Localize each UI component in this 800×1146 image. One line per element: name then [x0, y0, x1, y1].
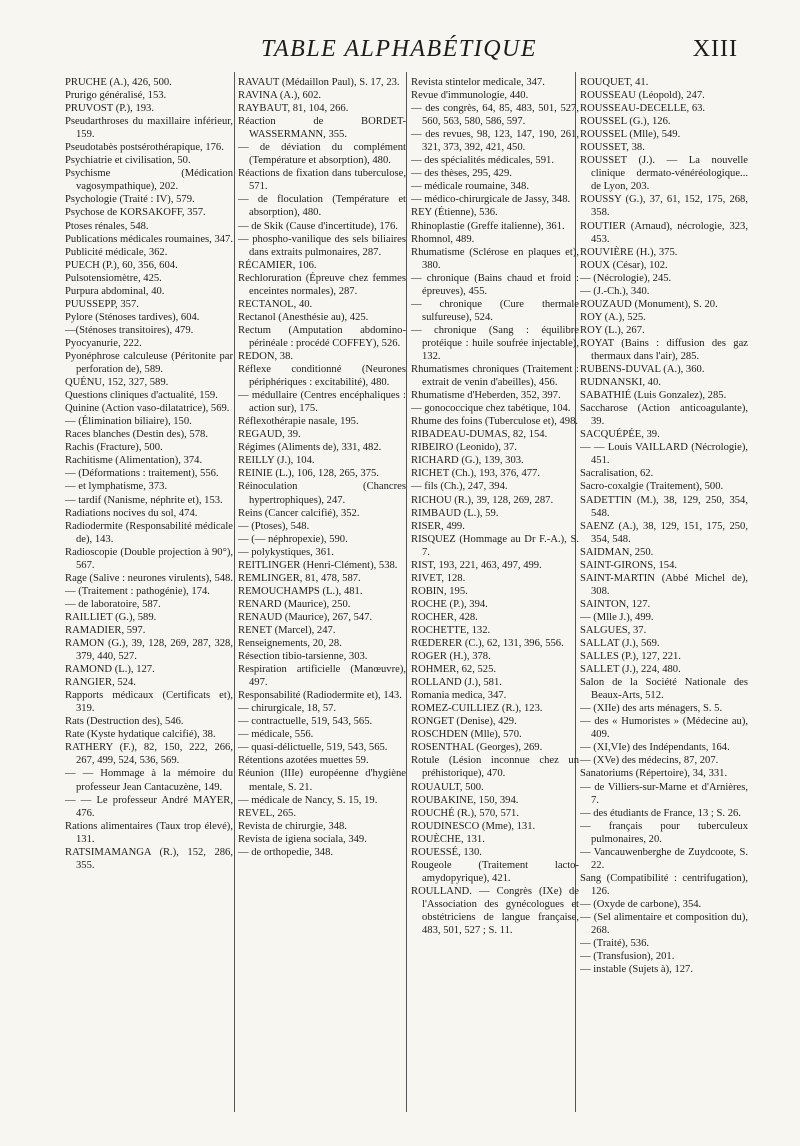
- index-entry: — des congrès, 64, 85, 483, 501, 527, 560, 563, 580, 586, 597.: [411, 103, 579, 128]
- index-entry: REDON, 38.: [238, 350, 294, 362]
- index-entry: — (Sel alimentaire et composition du), 268.: [580, 912, 748, 937]
- index-entry: Quinine (Action vaso-dilatatrice), 569.: [65, 403, 230, 415]
- index-entry: REITLINGER (Henri-Clément), 538.: [238, 559, 398, 571]
- index-entry: — (Mlle J.), 499.: [580, 611, 654, 623]
- index-entry: — quasi-délictuelle, 519, 543, 565.: [238, 742, 388, 754]
- index-entry: — de déviation du complément (Température et absorption), 480.: [238, 142, 406, 167]
- index-entry: Réflexothérapie nasale, 195.: [238, 416, 359, 428]
- index-entry: RIBEIRO (Leonido), 37.: [411, 442, 517, 454]
- index-entry: Pyonéphrose calculeuse (Péritonite par perforation de), 589.: [65, 350, 233, 376]
- index-entry: RIST, 193, 221, 463, 497, 499.: [411, 559, 542, 571]
- index-entry: ROYAT (Bains : diffusion des gaz thermaux dans l'air), 285.: [580, 337, 748, 362]
- column-divider: [406, 72, 407, 1112]
- index-entry: REILLY (J.), 104.: [238, 455, 315, 467]
- index-entry: — (XI,VIe) des Indépendants, 164.: [580, 742, 730, 754]
- index-entry: Réflexe conditionné (Neurones périphériques : excitabilité), 480.: [238, 364, 406, 389]
- index-entry: Pyocyanurie, 222.: [65, 337, 142, 349]
- index-entry: Réunion (IIIe) européenne d'hygiène mentale, S. 21.: [238, 768, 406, 793]
- index-entry: RAILLIET (G.), 589.: [65, 611, 157, 623]
- index-entry: ROUSSEL (Mlle), 549.: [580, 129, 681, 141]
- index-entry: — des « Humoristes » (Médecine au), 409.: [580, 716, 748, 741]
- index-entry: Rhume des foins (Tuberculose et), 498.: [411, 416, 579, 428]
- index-entry: Sang (Compatibilité : centrifugation), 126.: [580, 872, 748, 897]
- index-entry: — français pour tuberculeux pulmonaires, 20.: [580, 820, 748, 845]
- index-entry: Rhumatisme d'Heberden, 352, 397.: [411, 390, 561, 402]
- index-entry: Sacralisation, 62.: [580, 468, 654, 480]
- index-entry: Respiration artificielle (Manœuvre), 497.: [238, 664, 406, 689]
- index-entry: — instable (Sujets à), 127.: [580, 964, 693, 976]
- index-entry: RICHET (Ch.), 193, 376, 477.: [411, 468, 540, 480]
- index-entry: RAVINA (A.), 602.: [238, 90, 322, 102]
- index-entry: — (Traité), 536.: [580, 938, 650, 950]
- index-entry: — (Traitement : pathogénie), 174.: [65, 585, 210, 597]
- index-entry: Réactions de fixation dans tuberculose, 571.: [238, 168, 406, 193]
- index-entry: Rats (Destruction des), 546.: [65, 716, 184, 728]
- index-entry: Rapports médicaux (Certificats et), 319.: [65, 690, 233, 715]
- index-entry: Rectanol (Anesthésie au), 425.: [238, 311, 369, 323]
- index-entry: Radioscopie (Double projection à 90°), 567.: [65, 546, 233, 571]
- index-entry: — des thèses, 295, 429.: [411, 168, 512, 180]
- index-entry: — et lymphatisme, 373.: [65, 481, 168, 493]
- index-entry: RŒDERER (C.), 62, 131, 396, 556.: [411, 638, 564, 650]
- index-entry: RENET (Marcel), 247.: [238, 624, 336, 636]
- index-entry: RÉCAMIER, 106.: [238, 259, 317, 271]
- index-entry: Ptoses rénales, 548.: [65, 220, 149, 232]
- index-entry: Publications médicales roumaines, 347.: [65, 233, 233, 245]
- index-entry: ROLLAND (J.), 581.: [411, 677, 502, 689]
- index-entry: — contractuelle, 519, 543, 565.: [238, 716, 373, 728]
- index-entry: RISER, 499.: [411, 520, 465, 532]
- index-entry: — des revues, 98, 123, 147, 190, 261, 321, 373, 392, 421, 450.: [411, 129, 579, 154]
- index-column-3: [411, 76, 579, 937]
- index-entry: — (Élimination biliaire), 150.: [65, 416, 192, 428]
- index-entry: Rhinoplastie (Greffe italienne), 361.: [411, 220, 565, 232]
- index-entry: SAENZ (A.), 38, 129, 151, 175, 250, 354, 548.: [580, 520, 748, 545]
- index-entry: ROULLAND. — Congrès (IXe) de l'Association des gynécologues et obstétriciens de langue française, 483, 501, 527 ; S. 11.: [411, 885, 579, 937]
- index-entry: Régimes (Aliments de), 331, 482.: [238, 442, 382, 454]
- index-entry: ROHMER, 62, 525.: [411, 664, 497, 676]
- index-entry: RONGET (Denise), 429.: [411, 716, 517, 728]
- index-entry: — Vancauwenberghe de Zuydcoote, S. 22.: [580, 846, 748, 871]
- index-entry: Rectum (Amputation abdomino-périnéale : procédé COFFEY), 526.: [238, 324, 406, 349]
- index-entry: — polykystiques, 361.: [238, 546, 334, 558]
- index-entry: QUÉNU, 152, 327, 589.: [65, 377, 169, 389]
- index-entry: — tardif (Nanisme, néphrite et), 153.: [65, 494, 223, 506]
- index-entry: — de orthopedie, 348.: [238, 846, 334, 858]
- index-entry: — — Le professeur André MAYER, 476.: [65, 794, 233, 819]
- index-entry: — chirurgicale, 18, 57.: [238, 703, 337, 715]
- index-entry: — (Transfusion), 201.: [580, 951, 675, 963]
- index-entry: ROUQUET, 41.: [580, 77, 649, 88]
- index-entry: Revista stintelor medicale, 347.: [411, 77, 545, 88]
- index-entry: ROUÈCHE, 131.: [411, 833, 485, 845]
- index-entry: ROUTIER (Arnaud), nécrologie, 323, 453.: [580, 220, 748, 245]
- index-entry: REINIE (L.), 106, 128, 265, 375.: [238, 468, 379, 480]
- index-entry: ROUDINESCO (Mme), 131.: [411, 820, 536, 832]
- index-entry: Résection tibio-tarsienne, 303.: [238, 651, 368, 663]
- index-entry: Saccharose (Action anticoagulante), 39.: [580, 403, 748, 428]
- index-entry: Reins (Cancer calcifié), 352.: [238, 507, 360, 519]
- index-entry: Psychisme (Médication vagosympathique), 202.: [65, 168, 233, 193]
- index-entry: Rage (Salive : neurones virulents), 548.: [65, 572, 233, 584]
- index-column-2: [238, 76, 406, 859]
- index-entry: RECTANOL, 40.: [238, 298, 313, 310]
- index-entry: ROUSSEAU (Léopold), 247.: [580, 90, 705, 102]
- index-entry: — médicale de Nancy, S. 15, 19.: [238, 794, 378, 806]
- index-entry: Pseudotabès postsérothérapique, 176.: [65, 142, 224, 154]
- index-entry: — (Nécrologie), 245.: [580, 272, 672, 284]
- index-entry: ROUVIÈRE (H.), 375.: [580, 246, 678, 258]
- index-entry: RENARD (Maurice), 250.: [238, 598, 351, 610]
- index-entry: Rhumatismes chroniques (Traitement : extrait de venin d'abeilles), 456.: [411, 364, 579, 389]
- index-entry: ROBIN, 195.: [411, 585, 468, 597]
- index-entry: SACQUÉPÉE, 39.: [580, 429, 660, 441]
- index-entry: — — Hommage à la mémoire du professeur Jean Cantacuzène, 149.: [65, 768, 233, 793]
- index-entry: RIBADEAU-DUMAS, 82, 154.: [411, 429, 548, 441]
- index-entry: Sanatoriums (Répertoire), 34, 331.: [580, 768, 728, 780]
- index-entry: Rougeole (Traitement lacto-amydopyrique), 421.: [411, 859, 579, 884]
- index-entry: Rétentions azotées muettes 59.: [238, 755, 369, 767]
- index-entry: — (Déformations : traitement), 556.: [65, 468, 219, 480]
- index-entry: SADETTIN (M.), 38, 129, 250, 354, 548.: [580, 494, 748, 519]
- index-entry: ROUZAUD (Monument), S. 20.: [580, 298, 718, 310]
- index-entry: — (— néphropexie), 590.: [238, 533, 348, 545]
- index-entry: Romania medica, 347.: [411, 690, 507, 702]
- index-entry: Revista de chirurgie, 348.: [238, 820, 347, 832]
- index-entry: — (J.-Ch.), 340.: [580, 285, 650, 297]
- index-entry: — de Skik (Cause d'incertitude), 176.: [238, 220, 398, 232]
- index-entry: Rate (Kyste hydatique calcifié), 38.: [65, 729, 216, 741]
- index-entry: ROCHER, 428.: [411, 611, 478, 623]
- index-entry: Renseignements, 20, 28.: [238, 638, 342, 650]
- index-entry: ROUSSET, 38.: [580, 142, 645, 154]
- index-column-1: [65, 76, 233, 872]
- index-entry: — de Villiers-sur-Marne et d'Arnières, 7.: [580, 781, 748, 806]
- index-entry: ROSCHDEN (Mlle), 570.: [411, 729, 522, 741]
- index-entry: ROCHE (P.), 394.: [411, 598, 488, 610]
- index-entry: RAMOND (L.), 127.: [65, 664, 155, 676]
- index-entry: PRUVOST (P.), 193.: [65, 103, 154, 115]
- index-entry: SAIDMAN, 250.: [580, 546, 654, 558]
- index-entry: RAMON (G.), 39, 128, 269, 287, 328, 379, 440, 527.: [65, 638, 233, 663]
- index-entry: — phospho-vanilique des sels biliaires dans extraits pulmonaires, 287.: [238, 233, 406, 258]
- index-entry: Races blanches (Destin des), 578.: [65, 429, 208, 441]
- index-entry: ROUSSY (G.), 37, 61, 152, 175, 268, 358.: [580, 194, 748, 219]
- index-entry: — (XVe) des médecins, 87, 207.: [580, 755, 719, 767]
- index-entry: RANGIER, 524.: [65, 677, 136, 689]
- index-entry: RIMBAUD (L.), 59.: [411, 507, 499, 519]
- index-entry: ROUAULT, 500.: [411, 781, 484, 793]
- index-entry: REMLINGER, 81, 478, 587.: [238, 572, 361, 584]
- index-entry: RAVAUT (Médaillon Paul), S. 17, 23.: [238, 77, 400, 88]
- index-entry: SALLET (J.), 224, 480.: [580, 664, 681, 676]
- index-entry: — médicale, 556.: [238, 729, 314, 741]
- index-entry: ROUSSET (J.). — La nouvelle clinique dermato-vénéréologique... de Lyon, 203.: [580, 155, 748, 193]
- index-entry: PUECH (P.), 60, 356, 604.: [65, 259, 178, 271]
- index-entry: — chronique (Bains chaud et froid : épreuves), 455.: [411, 272, 579, 297]
- index-entry: ROY (L.), 267.: [580, 324, 645, 336]
- index-entry: ROUCHÉ (R.), 570, 571.: [411, 807, 519, 819]
- index-entry: Rations alimentaires (Taux trop élevé), 131.: [65, 820, 233, 845]
- index-entry: Pulsotensiomètre, 425.: [65, 272, 162, 284]
- column-divider: [234, 72, 235, 1112]
- index-entry: Radiodermite (Responsabilité médicale de), 143.: [65, 520, 233, 545]
- index-entry: RUDNANSKI, 40.: [580, 377, 661, 389]
- index-entry: RENAUD (Maurice), 267, 547.: [238, 611, 373, 623]
- index-entry: Psychose de KORSAKOFF, 357.: [65, 207, 206, 219]
- index-entry: RATHERY (F.), 82, 150, 222, 266, 267, 499, 524, 536, 569.: [65, 742, 233, 767]
- index-entry: — de floculation (Température et absorption), 480.: [238, 194, 406, 219]
- index-entry: RISQUEZ (Hommage au Dr F.-A.), S. 7.: [411, 533, 579, 558]
- index-column-4: [580, 76, 748, 976]
- index-entry: SAINT-MARTIN (Abbé Michel de), 308.: [580, 572, 748, 597]
- index-entry: Rechloruration (Épreuve chez femmes enceintes normales), 287.: [238, 272, 406, 297]
- index-entry: Responsabilité (Radiodermite et), 143.: [238, 690, 402, 702]
- index-entry: RICHOU (R.), 39, 128, 269, 287.: [411, 494, 554, 506]
- index-entry: — de laboratoire, 587.: [65, 598, 161, 610]
- index-entry: REGAUD, 39.: [238, 429, 301, 441]
- index-entry: — (Ptoses), 548.: [238, 520, 310, 532]
- index-entry: REVEL, 265.: [238, 807, 296, 819]
- index-entry: PUUSSEPP, 357.: [65, 298, 139, 310]
- index-entry: — fils (Ch.), 247, 394.: [411, 481, 508, 493]
- index-entry: — médicale roumaine, 348.: [411, 181, 529, 193]
- index-entry: ROY (A.), 525.: [580, 311, 646, 323]
- index-entry: ROUSSEL (G.), 126.: [580, 116, 671, 128]
- index-entry: — (XIIe) des arts ménagers, S. 5.: [580, 703, 723, 715]
- index-entry: PRUCHE (A.), 426, 500.: [65, 77, 172, 88]
- index-entry: SABATHIÉ (Luis Gonzalez), 285.: [580, 390, 727, 402]
- index-entry: — médico-chirurgicale de Jassy, 348.: [411, 194, 571, 206]
- index-entry: RATSIMAMANGA (R.), 152, 286, 355.: [65, 846, 233, 871]
- index-entry: Psychiatrie et civilisation, 50.: [65, 155, 191, 167]
- index-entry: RIVET, 128.: [411, 572, 466, 584]
- index-entry: RICHARD (G.), 139, 303.: [411, 455, 524, 467]
- index-entry: Réinoculation (Chancres hypertrophiques), 247.: [238, 481, 406, 506]
- index-entry: — (Oxyde de carbone), 354.: [580, 898, 702, 910]
- index-entry: SAINT-GIRONS, 154.: [580, 559, 678, 571]
- page-header: [60, 36, 738, 66]
- index-entry: Psychologie (Traité : IV), 579.: [65, 194, 195, 206]
- index-entry: REMOUCHAMPS (L.), 481.: [238, 585, 363, 597]
- index-entry: — chronique (Cure thermale sulfureuse), 524.: [411, 298, 579, 323]
- index-entry: SALLAT (J.), 569.: [580, 638, 660, 650]
- index-entry: — des étudiants de France, 13 ; S. 26.: [580, 807, 741, 819]
- index-entry: — des spécialités médicales, 591.: [411, 155, 554, 167]
- index-entry: RAYBAUT, 81, 104, 266.: [238, 103, 349, 115]
- index-entry: Salon de la Société Nationale des Beaux-Arts, 512.: [580, 677, 748, 702]
- page-number: XIII: [692, 36, 738, 62]
- index-entry: Revista de igiena sociala, 349.: [238, 833, 367, 845]
- index-entry: Rachitisme (Alimentation), 374.: [65, 455, 203, 467]
- index-entry: Revue d'immunologie, 440.: [411, 90, 529, 102]
- index-entry: ROUSSEAU-DECELLE, 63.: [580, 103, 706, 115]
- index-entry: ROCHETTE, 132.: [411, 624, 491, 636]
- index-entry: SALLES (P.), 127, 221.: [580, 651, 681, 663]
- index-entry: Rachis (Fracture), 500.: [65, 442, 163, 454]
- index-entry: RUBENS-DUVAL (A.), 360.: [580, 364, 705, 376]
- index-entry: REY (Étienne), 536.: [411, 207, 498, 219]
- index-entry: Questions cliniques d'actualité, 159.: [65, 390, 218, 402]
- index-entry: ROSENTHAL (Georges), 269.: [411, 742, 543, 754]
- index-entry: — chronique (Sang : équilibre protéique : huile soufrée injectable), 132.: [411, 324, 579, 362]
- page-title: TABLE ALPHABÉTIQUE: [260, 36, 538, 62]
- index-entry: ROUX (César), 102.: [580, 259, 668, 271]
- index-entry: ROUESSÉ, 130.: [411, 846, 482, 858]
- index-entry: — médullaire (Centres encéphaliques : action sur), 175.: [238, 390, 406, 415]
- index-entry: ROGER (H.), 378.: [411, 651, 491, 663]
- index-entry: Pylore (Sténoses tardives), 604.: [65, 311, 200, 323]
- index-entry: ROUBAKINE, 150, 394.: [411, 794, 519, 806]
- index-entry: Radiations nocives du sol, 474.: [65, 507, 198, 519]
- index-entry: RAMADIER, 597.: [65, 624, 146, 636]
- index-entry: Prurigo généralisé, 153.: [65, 90, 167, 102]
- index-entry: ROMEZ-CUILLIEZ (R.), 123.: [411, 703, 543, 715]
- index-entry: SALGUES, 37.: [580, 624, 647, 636]
- index-entry: Réaction de BORDET-WASSERMANN, 355.: [238, 116, 406, 141]
- index-entry: Rhumatisme (Sclérose en plaques et), 380.: [411, 246, 579, 271]
- index-entry: Purpura abdominal, 40.: [65, 285, 165, 297]
- index-entry: SAINTON, 127.: [580, 598, 651, 610]
- index-entry: Publicité médicale, 362.: [65, 246, 168, 258]
- index-entry: Pseudarthroses du maxillaire inférieur, 159.: [65, 116, 233, 141]
- index-entry: Rotule (Lésion inconnue chez un préhistorique), 470.: [411, 755, 579, 780]
- index-entry: — — Louis VAILLARD (Nécrologie), 451.: [580, 442, 748, 467]
- index-entry: Rhomnol, 489.: [411, 233, 475, 245]
- index-entry: —(Sténoses transitoires), 479.: [65, 324, 194, 336]
- index-entry: — gonococcique chez tabétique, 104.: [411, 403, 571, 415]
- index-entry: Sacro-coxalgie (Traitement), 500.: [580, 481, 724, 493]
